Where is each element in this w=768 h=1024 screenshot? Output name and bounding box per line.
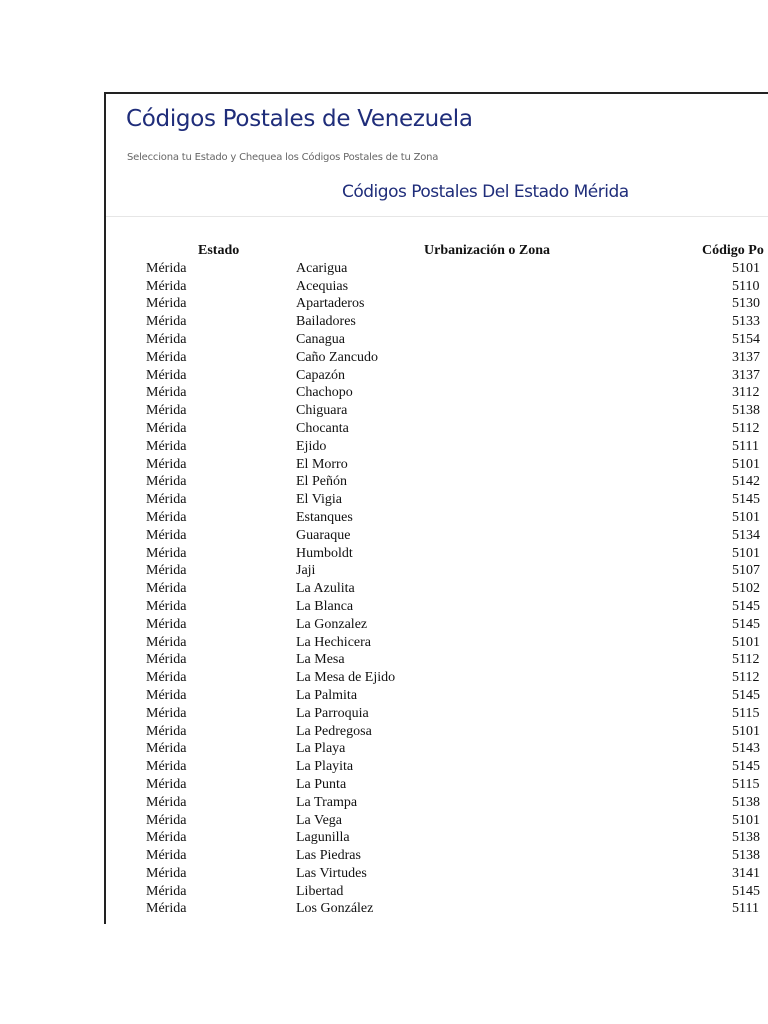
- table-row: [106, 473, 768, 491]
- cell-codigo: 5112: [732, 420, 760, 436]
- cell-zona: La Playa: [296, 741, 346, 757]
- table-row: [106, 527, 768, 545]
- cell-estado: Mérida: [146, 794, 187, 810]
- cell-zona: Acequias: [296, 278, 349, 294]
- cell-codigo: 5138: [732, 403, 760, 419]
- cell-estado: Mérida: [146, 260, 187, 276]
- table-row: [106, 847, 768, 865]
- cell-codigo: 3112: [732, 385, 760, 401]
- cell-codigo: 5112: [732, 670, 760, 686]
- cell-estado: Mérida: [146, 456, 187, 472]
- cell-codigo: 3137: [732, 349, 760, 365]
- table-body: [106, 260, 768, 918]
- cell-zona: La Gonzalez: [296, 616, 368, 632]
- cell-codigo: 5145: [732, 598, 760, 614]
- cell-zona: La Trampa: [296, 794, 358, 810]
- cell-zona: Humboldt: [296, 545, 353, 561]
- cell-codigo: 5143: [732, 741, 760, 757]
- cell-estado: Mérida: [146, 385, 187, 401]
- state-heading: Códigos Postales Del Estado Mérida: [342, 182, 629, 202]
- cell-codigo: 5107: [732, 563, 760, 579]
- column-header-estado: Estado: [198, 243, 240, 258]
- cell-estado: Mérida: [146, 296, 187, 312]
- cell-zona: Chachopo: [296, 385, 353, 401]
- cell-estado: Mérida: [146, 492, 187, 508]
- cell-estado: Mérida: [146, 848, 187, 864]
- cell-estado: Mérida: [146, 278, 187, 294]
- table-row: [106, 420, 768, 438]
- cell-zona: Libertad: [296, 883, 344, 899]
- postal-codes-table: [106, 242, 768, 918]
- cell-codigo: 5145: [732, 687, 760, 703]
- cell-estado: Mérida: [146, 830, 187, 846]
- table-row: [106, 562, 768, 580]
- cell-zona: La Playita: [296, 759, 354, 775]
- table-row: [106, 669, 768, 687]
- cell-codigo: 5130: [732, 296, 760, 312]
- cell-zona: Chiguara: [296, 403, 348, 419]
- cell-codigo: 5101: [732, 260, 760, 276]
- cell-codigo: 5112: [732, 652, 760, 668]
- cell-zona: Apartaderos: [296, 296, 365, 312]
- cell-estado: Mérida: [146, 865, 187, 881]
- table-row: [106, 384, 768, 402]
- table-row: [106, 598, 768, 616]
- cell-estado: Mérida: [146, 545, 187, 561]
- table-row: [106, 705, 768, 723]
- cell-codigo: 5110: [732, 278, 760, 294]
- column-header-codigo: Código Po: [702, 243, 764, 258]
- table-row: [106, 794, 768, 812]
- table-row: [106, 349, 768, 367]
- document-page: [104, 92, 768, 924]
- cell-codigo: 5145: [732, 759, 760, 775]
- cell-codigo: 5145: [732, 616, 760, 632]
- cell-estado: Mérida: [146, 616, 187, 632]
- cell-estado: Mérida: [146, 474, 187, 490]
- cell-zona: Las Virtudes: [296, 865, 367, 881]
- table-row: [106, 616, 768, 634]
- table-row: [106, 758, 768, 776]
- cell-zona: El Peñón: [296, 474, 347, 490]
- table-row: [106, 651, 768, 669]
- cell-estado: Mérida: [146, 634, 187, 650]
- cell-estado: Mérida: [146, 438, 187, 454]
- cell-zona: Ejido: [296, 438, 327, 454]
- cell-estado: Mérida: [146, 776, 187, 792]
- cell-zona: La Hechicera: [296, 634, 371, 650]
- cell-estado: Mérida: [146, 883, 187, 899]
- table-row: [106, 776, 768, 794]
- cell-zona: Capazón: [296, 367, 345, 383]
- cell-zona: Estanques: [296, 509, 353, 525]
- cell-zona: Bailadores: [296, 314, 356, 330]
- cell-codigo: 5145: [732, 492, 760, 508]
- cell-estado: Mérida: [146, 652, 187, 668]
- cell-codigo: 5138: [732, 848, 760, 864]
- cell-estado: Mérida: [146, 723, 187, 739]
- cell-estado: Mérida: [146, 563, 187, 579]
- cell-zona: La Parroquia: [296, 705, 369, 721]
- table-row: [106, 723, 768, 741]
- cell-codigo: 5138: [732, 794, 760, 810]
- table-row: [106, 260, 768, 278]
- table-row: [106, 367, 768, 385]
- cell-estado: Mérida: [146, 598, 187, 614]
- table-row: [106, 634, 768, 652]
- cell-estado: Mérida: [146, 901, 187, 917]
- cell-estado: Mérida: [146, 367, 187, 383]
- cell-zona: La Vega: [296, 812, 342, 828]
- cell-codigo: 5154: [732, 331, 760, 347]
- table-row: [106, 402, 768, 420]
- table-row: [106, 829, 768, 847]
- cell-zona: Canagua: [296, 331, 345, 347]
- cell-codigo: 5134: [732, 527, 760, 543]
- cell-zona: Caño Zancudo: [296, 349, 379, 365]
- cell-codigo: 5138: [732, 830, 760, 846]
- cell-zona: La Mesa: [296, 652, 345, 668]
- table-row: [106, 331, 768, 349]
- cell-estado: Mérida: [146, 331, 187, 347]
- cell-codigo: 5101: [732, 545, 760, 561]
- cell-estado: Mérida: [146, 581, 187, 597]
- cell-codigo: 3141: [732, 865, 760, 881]
- cell-codigo: 5101: [732, 634, 760, 650]
- cell-zona: Los González: [296, 901, 374, 917]
- cell-codigo: 5101: [732, 509, 760, 525]
- cell-codigo: 5115: [732, 776, 760, 792]
- cell-estado: Mérida: [146, 812, 187, 828]
- cell-zona: Lagunilla: [296, 830, 350, 846]
- cell-codigo: 5145: [732, 883, 760, 899]
- cell-codigo: 5133: [732, 314, 760, 330]
- cell-zona: La Mesa de Ejido: [296, 670, 396, 686]
- table-row: [106, 545, 768, 563]
- cell-zona: Guaraque: [296, 527, 351, 543]
- cell-codigo: 5101: [732, 812, 760, 828]
- table-row: [106, 687, 768, 705]
- cell-zona: La Pedregosa: [296, 723, 372, 739]
- table-row: [106, 883, 768, 901]
- table-row: [106, 900, 768, 918]
- table-row: [106, 278, 768, 296]
- cell-zona: La Azulita: [296, 581, 355, 597]
- site-title[interactable]: Códigos Postales de Venezuela: [126, 106, 473, 132]
- table-row: [106, 456, 768, 474]
- cell-codigo: 5101: [732, 456, 760, 472]
- cell-codigo: 5142: [732, 474, 760, 490]
- cell-codigo: 3137: [732, 367, 760, 383]
- cell-estado: Mérida: [146, 759, 187, 775]
- table-row: [106, 295, 768, 313]
- table-row: [106, 580, 768, 598]
- cell-estado: Mérida: [146, 527, 187, 543]
- cell-estado: Mérida: [146, 741, 187, 757]
- cell-zona: Chocanta: [296, 420, 349, 436]
- cell-zona: La Blanca: [296, 598, 354, 614]
- cell-codigo: 5101: [732, 723, 760, 739]
- cell-zona: Las Piedras: [296, 848, 361, 864]
- cell-codigo: 5115: [732, 705, 760, 721]
- cell-codigo: 5102: [732, 581, 760, 597]
- cell-zona: La Palmita: [296, 687, 358, 703]
- table-row: [106, 812, 768, 830]
- table-row: [106, 491, 768, 509]
- cell-zona: La Punta: [296, 776, 347, 792]
- cell-estado: Mérida: [146, 705, 187, 721]
- cell-estado: Mérida: [146, 349, 187, 365]
- cell-estado: Mérida: [146, 670, 187, 686]
- cell-codigo: 5111: [732, 438, 759, 454]
- cell-estado: Mérida: [146, 687, 187, 703]
- cell-codigo: 5111: [732, 901, 759, 917]
- cell-zona: El Vigia: [296, 492, 342, 508]
- header-divider: [106, 216, 768, 217]
- table-header-row: [106, 242, 768, 260]
- site-subtitle: Selecciona tu Estado y Chequea los Códigos Postales de tu Zona: [127, 152, 439, 163]
- table-row: [106, 438, 768, 456]
- cell-zona: Acarigua: [296, 260, 348, 276]
- table-row: [106, 740, 768, 758]
- table-row: [106, 865, 768, 883]
- cell-zona: El Morro: [296, 456, 348, 472]
- table-row: [106, 313, 768, 331]
- cell-estado: Mérida: [146, 314, 187, 330]
- cell-estado: Mérida: [146, 509, 187, 525]
- cell-zona: Jaji: [296, 563, 316, 579]
- column-header-zona: Urbanización o Zona: [424, 243, 551, 258]
- cell-estado: Mérida: [146, 403, 187, 419]
- cell-estado: Mérida: [146, 420, 187, 436]
- table-row: [106, 509, 768, 527]
